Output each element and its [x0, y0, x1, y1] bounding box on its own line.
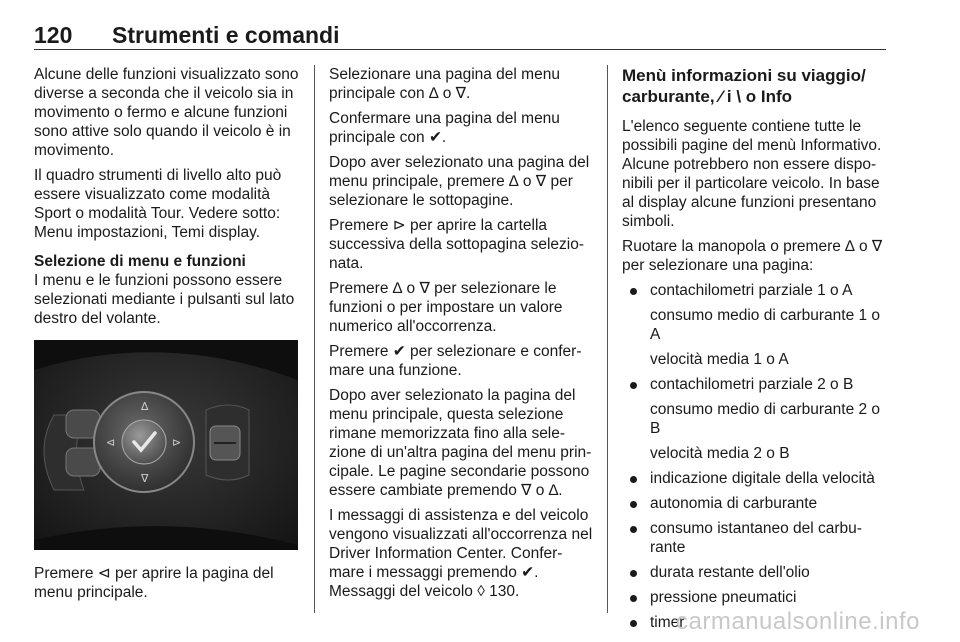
list-item: [622, 281, 888, 369]
page-title: Strumenti e comandi: [112, 22, 340, 48]
header-rule: [34, 49, 886, 50]
paragraph: Premere ∆ o ∇ per selezionare le funzioni o per impostare un valore numerico all'occorrenza.: [329, 280, 563, 335]
subheading: Selezione di menu e funzioni: [34, 253, 246, 270]
paragraph: Alcune delle funzioni visualizzato sono diverse a seconda che il veicolo sia in movimento o fermo e alcune funzioni sono attive solo quando il veicolo è in movimento.: [34, 66, 299, 159]
steering-wheel-illustration: [34, 340, 298, 550]
list-item: [622, 519, 888, 557]
column-3: [622, 65, 888, 638]
list-item-subtext: velocità media 1 o A: [650, 351, 789, 368]
column-2: [329, 65, 596, 607]
paragraph: L'elenco seguente contiene tutte le possibili pagine del menù Informativo. Alcune potrebbero non essere dispo-nibili per il particolare veicolo. In base al display alcune funzioni presentano simboli.: [622, 118, 882, 230]
list-item: [622, 375, 888, 463]
watermark: carmanualsonline.info: [676, 608, 920, 635]
bullet-icon: [630, 501, 637, 508]
column-divider-1: [314, 65, 315, 613]
paragraph: I messaggi di assistenza e del veicolo vengono visualizzati all'occorrenza nel Driver Information Center. Confer-mare i messaggi premendo ✔. Messaggi del veicolo ◊ 130.: [329, 507, 593, 600]
info-page-list: [622, 281, 888, 632]
list-item-subtext: consumo medio di carburante 1 o A: [650, 307, 881, 343]
list-item-text: timer: [650, 614, 685, 631]
paragraph: Dopo aver selezionato la pagina del menu principale, questa selezione rimane memorizzata fino alla sele-zione di un'altra pagina del menu prin-cipale. Le pagine secondarie possono essere cambiate premendo ∇ o ∆.: [329, 387, 592, 499]
list-item-subtext: velocità media 2 o B: [650, 445, 790, 462]
list-item-text: consumo istantaneo del carbu-rante: [650, 520, 862, 556]
paragraph: Dopo aver selezionato una pagina del menu principale, premere ∆ o ∇ per selezionare le sottopagine.: [329, 154, 590, 209]
page-header: [34, 22, 886, 52]
paragraph: I menu e le funzioni possono essere selezionati mediante i pulsanti sul lato destro del volante.: [34, 272, 295, 327]
bullet-icon: [630, 476, 637, 483]
section-heading: Menù informazioni su viaggio/ carburante, ⁄ i \ o Info: [622, 66, 866, 106]
column-1: [34, 65, 302, 608]
steering-wheel-controls-photo: [34, 340, 298, 550]
list-item: [622, 563, 888, 582]
list-item-text: autonomia di carburante: [650, 495, 818, 512]
svg-text:⊳: ⊳: [172, 436, 182, 449]
list-item-text: pressione pneumatici: [650, 589, 797, 606]
svg-text:∆: ∆: [141, 400, 149, 413]
svg-text:⊲: ⊲: [106, 436, 116, 449]
paragraph: Confermare una pagina del menu principale con ✔.: [329, 110, 560, 146]
paragraph: Premere ⊲ per aprire la pagina del menu principale.: [34, 565, 274, 601]
list-item-text: contachilometri parziale 1 o A: [650, 282, 853, 299]
bullet-icon: [630, 620, 637, 627]
paragraph: Premere ✔ per selezionare e confer-mare una funzione.: [329, 343, 582, 379]
list-item-subtext: consumo medio di carburante 2 o B: [650, 401, 881, 437]
bullet-icon: [630, 288, 637, 295]
page-number: 120: [34, 22, 73, 48]
paragraph: Il quadro strumenti di livello alto può essere visualizzato come modalità Sport o modalità Tour. Vedere sotto: Menu impostazioni, Temi display.: [34, 167, 282, 241]
bullet-icon: [630, 570, 637, 577]
list-item: [622, 588, 888, 607]
paragraph: Ruotare la manopola o premere ∆ o ∇ per selezionare una pagina:: [622, 238, 883, 274]
bullet-icon: [630, 595, 637, 602]
list-item-text: contachilometri parziale 2 o B: [650, 376, 854, 393]
paragraph: Selezionare una pagina del menu principale con ∆ o ∇.: [329, 66, 560, 102]
bullet-icon: [630, 382, 637, 389]
paragraph: Premere ⊳ per aprire la cartella successiva della sottopagina selezio-nata.: [329, 217, 585, 272]
list-item: [622, 494, 888, 513]
svg-text:∇: ∇: [141, 472, 149, 485]
bullet-icon: [630, 526, 637, 533]
column-divider-2: [607, 65, 608, 613]
list-item-text: durata restante dell'olio: [650, 564, 810, 581]
list-item-text: indicazione digitale della velocità: [650, 470, 875, 487]
list-item: [622, 469, 888, 488]
